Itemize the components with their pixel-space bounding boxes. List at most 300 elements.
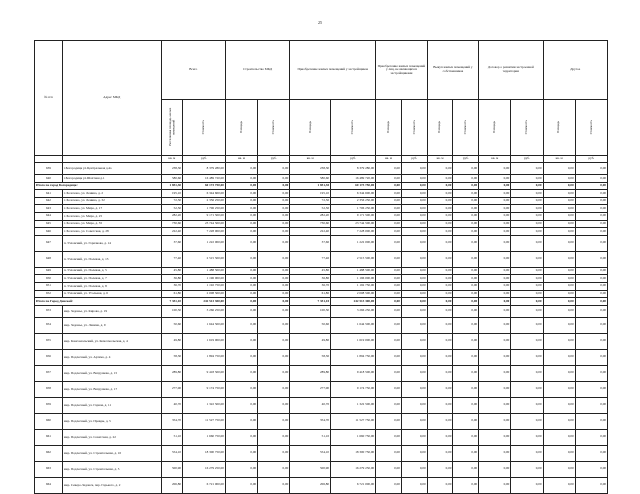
value-cell: 0,00: [511, 349, 543, 365]
value-cell: 0,00: [453, 477, 479, 493]
value-cell: 0,00: [225, 197, 257, 205]
value-cell: 277,00: [290, 381, 331, 397]
value-cell: 0,00: [479, 267, 511, 275]
value-cell: 554,10: [161, 445, 182, 461]
value-cell: 0,00: [376, 282, 402, 290]
value-cell: 1 619 000,00: [331, 333, 376, 349]
row-number: 640: [35, 175, 63, 183]
value-cell: 0,00: [376, 275, 402, 283]
value-cell: 0,00: [225, 205, 257, 213]
value-cell: 1 660 750,00: [331, 429, 376, 445]
value-cell: 0,00: [401, 220, 427, 228]
row-number: 656: [35, 349, 63, 365]
value-cell: 0,00: [453, 317, 479, 333]
value-cell: 16 279 250,00: [183, 461, 226, 477]
value-cell: 1 894 750,00: [331, 349, 376, 365]
value-cell: 0,00: [427, 461, 453, 477]
address-cell: мкр. Комсомольский, ул. Комсомольская, д. 4: [62, 333, 161, 349]
value-cell: 0,00: [453, 298, 479, 306]
row-number: 639: [35, 163, 63, 175]
value-cell: 354,70: [161, 413, 182, 429]
value-cell: 0,00: [543, 190, 575, 198]
value-cell: 0,00: [225, 333, 257, 349]
value-cell: 0,00: [401, 251, 427, 267]
value-cell: 0,00: [511, 381, 543, 397]
value-cell: 0,00: [225, 445, 257, 461]
value-cell: 0,00: [511, 267, 543, 275]
value-cell: 0,00: [511, 477, 543, 493]
address-cell: мкр. Подлесный, ул. Вахрушева, д. 15: [62, 365, 161, 381]
value-cell: 0,00: [453, 190, 479, 198]
table-row: [35, 317, 608, 333]
table-row: [35, 220, 608, 228]
value-cell: 1 644 500,00: [331, 317, 376, 333]
value-cell: 580,60: [290, 175, 331, 183]
value-cell: 0,00: [401, 445, 427, 461]
value-cell: 0,00: [543, 282, 575, 290]
value-cell: 0,00: [511, 290, 543, 298]
address-cell: п. Узловский, ул. Полевая, д. 5: [62, 267, 161, 275]
value-cell: 23 744 500,00: [331, 220, 376, 228]
address-cell: г. Болохово, ул. Советская, д. 28: [62, 228, 161, 236]
unit-cell: кв. м: [290, 156, 331, 163]
value-cell: 36,70: [290, 282, 331, 290]
value-cell: 0,00: [453, 429, 479, 445]
value-cell: 0,00: [575, 163, 607, 175]
subheader-cost: Стоимость: [575, 100, 607, 156]
address-cell: г. Болохово, ул. Ленина, д. 2: [62, 190, 161, 198]
value-cell: 0,00: [575, 413, 607, 429]
value-cell: 72,50: [290, 197, 331, 205]
table-row: [35, 175, 608, 183]
value-cell: 0,00: [543, 461, 575, 477]
value-cell: 0,00: [575, 251, 607, 267]
unit-cell: руб.: [511, 156, 543, 163]
value-cell: 0,00: [225, 397, 257, 413]
value-cell: 0,00: [575, 317, 607, 333]
value-cell: 100,50: [161, 305, 182, 317]
value-cell: 0,00: [575, 365, 607, 381]
value-cell: 0,00: [511, 397, 543, 413]
value-cell: 0,00: [401, 305, 427, 317]
value-cell: 500,90: [161, 461, 182, 477]
value-cell: 0,00: [427, 397, 453, 413]
value-cell: 60 173 750,00: [331, 182, 376, 190]
value-cell: 0,00: [543, 205, 575, 213]
value-cell: 50,60: [161, 317, 182, 333]
value-cell: 0,00: [479, 220, 511, 228]
address-cell: мкр. Подлесный, ул. Строительная, д. 10: [62, 445, 161, 461]
value-cell: 222,40: [290, 228, 331, 236]
value-cell: 9 174 750,00: [331, 381, 376, 397]
resettlement-table: [34, 40, 608, 494]
value-cell: 0,00: [401, 163, 427, 175]
value-cell: 0,00: [575, 290, 607, 298]
value-cell: 0,00: [479, 445, 511, 461]
value-cell: 0,00: [427, 228, 453, 236]
value-cell: 0,00: [258, 290, 290, 298]
value-cell: 0,00: [376, 317, 402, 333]
value-cell: 0,00: [225, 235, 257, 251]
value-cell: 354,70: [290, 413, 331, 429]
value-cell: 0,00: [575, 298, 607, 306]
value-cell: 0,00: [427, 205, 453, 213]
value-cell: 0,00: [511, 197, 543, 205]
value-cell: 0,00: [376, 220, 402, 228]
value-cell: 0,00: [427, 365, 453, 381]
value-cell: 1 660 750,00: [183, 429, 226, 445]
value-cell: 0,00: [427, 349, 453, 365]
value-cell: 7 228 000,00: [331, 228, 376, 236]
unit-cell: кв. м: [376, 156, 402, 163]
value-cell: 0,00: [427, 445, 453, 461]
address-cell: п. Узловский, ул. Полевая, д. 7: [62, 275, 161, 283]
value-cell: 0,00: [479, 190, 511, 198]
value-cell: 6 344 600,00: [183, 190, 226, 198]
value-cell: 36,80: [290, 275, 331, 283]
value-cell: 1 222 000,00: [331, 235, 376, 251]
value-cell: 0,00: [543, 163, 575, 175]
value-cell: 0,00: [543, 349, 575, 365]
value-cell: 0,00: [511, 205, 543, 213]
value-cell: 0,00: [543, 381, 575, 397]
row-number: 654: [35, 317, 63, 333]
value-cell: 11 527 750,00: [331, 413, 376, 429]
value-cell: 49,80: [161, 333, 182, 349]
value-cell: 0,00: [453, 282, 479, 290]
value-cell: 0,00: [401, 275, 427, 283]
address-cell: мкр. Северо-Задонск, пер. Горького, д. 2: [62, 477, 161, 493]
value-cell: 0,00: [543, 397, 575, 413]
value-cell: 0,00: [427, 212, 453, 220]
value-cell: 0,00: [225, 220, 257, 228]
value-cell: 0,00: [401, 317, 427, 333]
value-cell: 49,80: [290, 333, 331, 349]
value-cell: 0,00: [225, 365, 257, 381]
value-cell: 0,00: [427, 197, 453, 205]
header-acquired-developers: Приобретение жилых помещений у застройщиков: [290, 41, 376, 100]
value-cell: 0,00: [543, 429, 575, 445]
value-cell: 0,00: [401, 381, 427, 397]
unit-cell: руб.: [183, 156, 226, 163]
table-row: [35, 212, 608, 220]
value-cell: 0,00: [225, 275, 257, 283]
value-cell: 242 513 300,00: [183, 298, 226, 306]
value-cell: 0,00: [575, 235, 607, 251]
table-row: [35, 461, 608, 477]
address-cell: г. Болохово, ул. Мира, д. 25: [62, 212, 161, 220]
value-cell: 0,00: [543, 220, 575, 228]
value-cell: 0,00: [453, 267, 479, 275]
header-total: Всего: [161, 41, 225, 100]
value-cell: 277,00: [161, 381, 182, 397]
subheader-area: Площадь: [376, 100, 402, 156]
value-cell: 0,00: [376, 175, 402, 183]
row-number: 647: [35, 235, 63, 251]
subheader-cost: Стоимость: [183, 100, 226, 156]
value-cell: 0,00: [479, 317, 511, 333]
value-cell: 0,00: [401, 349, 427, 365]
value-cell: 0,00: [543, 197, 575, 205]
value-cell: 2 008 500,00: [183, 290, 226, 298]
value-cell: 0,00: [453, 333, 479, 349]
value-cell: 0,00: [511, 365, 543, 381]
value-cell: 0,00: [543, 333, 575, 349]
value-cell: 730,60: [161, 220, 182, 228]
header-acquired-nondevelopers: Приобретение жилых помещений у лиц, не являющихся застройщиками: [376, 41, 428, 100]
value-cell: 0,00: [258, 175, 290, 183]
value-cell: 0,00: [453, 349, 479, 365]
value-cell: 0,00: [511, 413, 543, 429]
value-cell: 0,00: [453, 220, 479, 228]
unit-cell: руб.: [453, 156, 479, 163]
value-cell: 16 489 720,00: [183, 175, 226, 183]
value-cell: 9 418 500,00: [183, 365, 226, 381]
value-cell: 195,10: [290, 190, 331, 198]
value-cell: 0,00: [225, 290, 257, 298]
value-cell: 0,00: [376, 205, 402, 213]
value-cell: 0,00: [401, 397, 427, 413]
value-cell: 0,00: [258, 429, 290, 445]
table-row: [35, 365, 608, 381]
value-cell: 0,00: [479, 397, 511, 413]
subheader-cost: Стоимость: [331, 100, 376, 156]
value-cell: 0,00: [511, 317, 543, 333]
row-number: 648: [35, 251, 63, 267]
header-other: Другое: [543, 41, 607, 100]
value-cell: 500,90: [290, 461, 331, 477]
value-cell: 0,00: [376, 290, 402, 298]
unit-cell: руб.: [401, 156, 427, 163]
value-cell: 0,00: [258, 349, 290, 365]
value-cell: 0,00: [401, 333, 427, 349]
value-cell: 0,00: [376, 381, 402, 397]
table-row: [35, 190, 608, 198]
value-cell: 9 174 750,00: [183, 381, 226, 397]
value-cell: 1 706 250,00: [331, 205, 376, 213]
value-cell: 1 222 000,00: [183, 235, 226, 251]
value-cell: 0,00: [376, 333, 402, 349]
value-cell: 0,00: [258, 220, 290, 228]
value-cell: 0,00: [511, 429, 543, 445]
value-cell: 0,00: [453, 251, 479, 267]
value-cell: 0,00: [376, 477, 402, 493]
value-cell: 1 488 500,00: [183, 267, 226, 275]
value-cell: 52,50: [161, 205, 182, 213]
value-cell: 0,00: [511, 175, 543, 183]
value-cell: 37,60: [161, 235, 182, 251]
value-cell: 0,00: [479, 305, 511, 317]
value-cell: 0,00: [479, 461, 511, 477]
value-cell: 554,10: [290, 445, 331, 461]
value-cell: 0,00: [401, 228, 427, 236]
value-cell: 11 527 750,00: [183, 413, 226, 429]
value-cell: 0,00: [511, 461, 543, 477]
value-cell: 0,00: [376, 349, 402, 365]
unit-cell: руб.: [575, 156, 607, 163]
value-cell: 0,00: [575, 461, 607, 477]
value-cell: 0,00: [575, 267, 607, 275]
address-cell: мкр. Подлесный, ул. Вахрушева, д. 17: [62, 381, 161, 397]
value-cell: 0,00: [376, 163, 402, 175]
table-row: [35, 163, 608, 175]
subheader-area: Площадь: [427, 100, 453, 156]
value-cell: 242 513 300,00: [331, 298, 376, 306]
address-cell: мкр. Подлесный, ул. Советская, д. 22: [62, 429, 161, 445]
value-cell: 8 379 280,00: [183, 163, 226, 175]
value-cell: 0,00: [258, 190, 290, 198]
table-row: [35, 477, 608, 493]
value-cell: 0,00: [427, 275, 453, 283]
value-cell: 0,00: [511, 305, 543, 317]
value-cell: 0,00: [225, 190, 257, 198]
value-cell: 1 196 000,00: [183, 275, 226, 283]
value-cell: 0,00: [543, 317, 575, 333]
table-row: [35, 251, 608, 267]
table-row: [35, 349, 608, 365]
value-cell: 0,00: [511, 275, 543, 283]
value-cell: 0,00: [479, 290, 511, 298]
table-row: [35, 429, 608, 445]
value-cell: 2 515 500,00: [331, 251, 376, 267]
value-cell: 0,00: [401, 290, 427, 298]
value-cell: 0,00: [258, 461, 290, 477]
value-cell: 0,00: [575, 445, 607, 461]
page-number: 25: [318, 20, 322, 25]
header-construction: Строительство МКД: [225, 41, 289, 100]
unit-cell: [62, 156, 161, 163]
table-row: [35, 381, 608, 397]
value-cell: 0,00: [258, 197, 290, 205]
value-cell: 0,00: [427, 477, 453, 493]
table-body: [35, 156, 608, 494]
value-cell: 7 351,10: [161, 298, 182, 306]
value-cell: 61,80: [161, 290, 182, 298]
row-number: 661: [35, 429, 63, 445]
value-cell: 0,00: [258, 305, 290, 317]
value-cell: 0,00: [453, 305, 479, 317]
value-cell: 0,00: [543, 235, 575, 251]
value-cell: 0,00: [258, 212, 290, 220]
subtotal-label: Итого по Город Донской:: [35, 298, 162, 306]
value-cell: 0,00: [376, 413, 402, 429]
value-cell: 9 418 500,00: [331, 365, 376, 381]
value-cell: 0,00: [453, 205, 479, 213]
value-cell: 0,00: [575, 477, 607, 493]
value-cell: 77,40: [290, 251, 331, 267]
value-cell: 289,80: [161, 365, 182, 381]
value-cell: 0,00: [543, 182, 575, 190]
address-cell: п. Узловский, ул. Горячкова, д. 14: [62, 235, 161, 251]
value-cell: 1 192 750,00: [183, 282, 226, 290]
value-cell: 0,00: [543, 267, 575, 275]
value-cell: 0,00: [575, 182, 607, 190]
value-cell: 0,00: [479, 429, 511, 445]
value-cell: 580,60: [161, 175, 182, 183]
address-cell: г.Богородицк ул.Шахтная д.1: [62, 175, 161, 183]
value-cell: 58,30: [290, 349, 331, 365]
row-number: 657: [35, 365, 63, 381]
value-cell: 52,50: [290, 205, 331, 213]
value-cell: 0,00: [453, 228, 479, 236]
value-cell: 0,00: [575, 275, 607, 283]
value-cell: 0,00: [225, 477, 257, 493]
value-cell: 0,00: [453, 365, 479, 381]
value-cell: 238,30: [161, 163, 182, 175]
value-cell: 0,00: [401, 413, 427, 429]
value-cell: 0,00: [453, 290, 479, 298]
value-cell: 0,00: [376, 235, 402, 251]
value-cell: 0,00: [401, 182, 427, 190]
value-cell: 6 344 600,00: [331, 190, 376, 198]
row-number: 655: [35, 333, 63, 349]
value-cell: 0,00: [427, 267, 453, 275]
row-number: 658: [35, 381, 63, 397]
value-cell: 222,40: [161, 228, 182, 236]
value-cell: 51,10: [161, 429, 182, 445]
value-cell: 16 279 250,00: [331, 461, 376, 477]
row-number: 646: [35, 228, 63, 236]
value-cell: 206,80: [290, 477, 331, 493]
value-cell: 0,00: [511, 228, 543, 236]
header-address: Адрес МКД: [62, 41, 161, 156]
value-cell: 36,70: [161, 282, 182, 290]
value-cell: 1 196 000,00: [331, 275, 376, 283]
value-cell: 0,00: [575, 197, 607, 205]
value-cell: 8 379 280,00: [331, 163, 376, 175]
value-cell: 0,00: [401, 212, 427, 220]
value-cell: 0,00: [401, 429, 427, 445]
value-cell: 282,20: [161, 212, 182, 220]
value-cell: 0,00: [225, 381, 257, 397]
row-number: 663: [35, 461, 63, 477]
value-cell: 0,00: [376, 190, 402, 198]
value-cell: 0,00: [575, 305, 607, 317]
value-cell: 0,00: [258, 275, 290, 283]
value-cell: 0,00: [401, 190, 427, 198]
value-cell: 0,00: [225, 163, 257, 175]
value-cell: 0,00: [453, 275, 479, 283]
value-cell: 0,00: [575, 220, 607, 228]
value-cell: 0,00: [453, 445, 479, 461]
value-cell: 0,00: [453, 182, 479, 190]
value-cell: 0,00: [511, 333, 543, 349]
subheader-area: Площадь: [479, 100, 511, 156]
value-cell: 0,00: [376, 298, 402, 306]
value-cell: 100,50: [290, 305, 331, 317]
value-cell: 0,00: [479, 333, 511, 349]
value-cell: 0,00: [258, 317, 290, 333]
value-cell: 3 266 250,00: [331, 305, 376, 317]
value-cell: 0,00: [575, 205, 607, 213]
subheader-cost: Стоимость: [401, 100, 427, 156]
unit-cell: кв. м: [479, 156, 511, 163]
address-cell: мкр. Подлесный, ул. Строительная, д. 5: [62, 461, 161, 477]
value-cell: 60 173 750,00: [183, 182, 226, 190]
value-cell: 0,00: [225, 212, 257, 220]
value-cell: 0,00: [225, 298, 257, 306]
value-cell: 37,60: [290, 235, 331, 251]
value-cell: 16 489 720,00: [331, 175, 376, 183]
value-cell: 0,00: [511, 220, 543, 228]
value-cell: 0,00: [453, 381, 479, 397]
value-cell: 18 300 750,00: [331, 445, 376, 461]
value-cell: 0,00: [453, 235, 479, 251]
value-cell: 0,00: [511, 298, 543, 306]
value-cell: 0,00: [543, 365, 575, 381]
value-cell: 0,00: [479, 235, 511, 251]
table-row: [35, 413, 608, 429]
